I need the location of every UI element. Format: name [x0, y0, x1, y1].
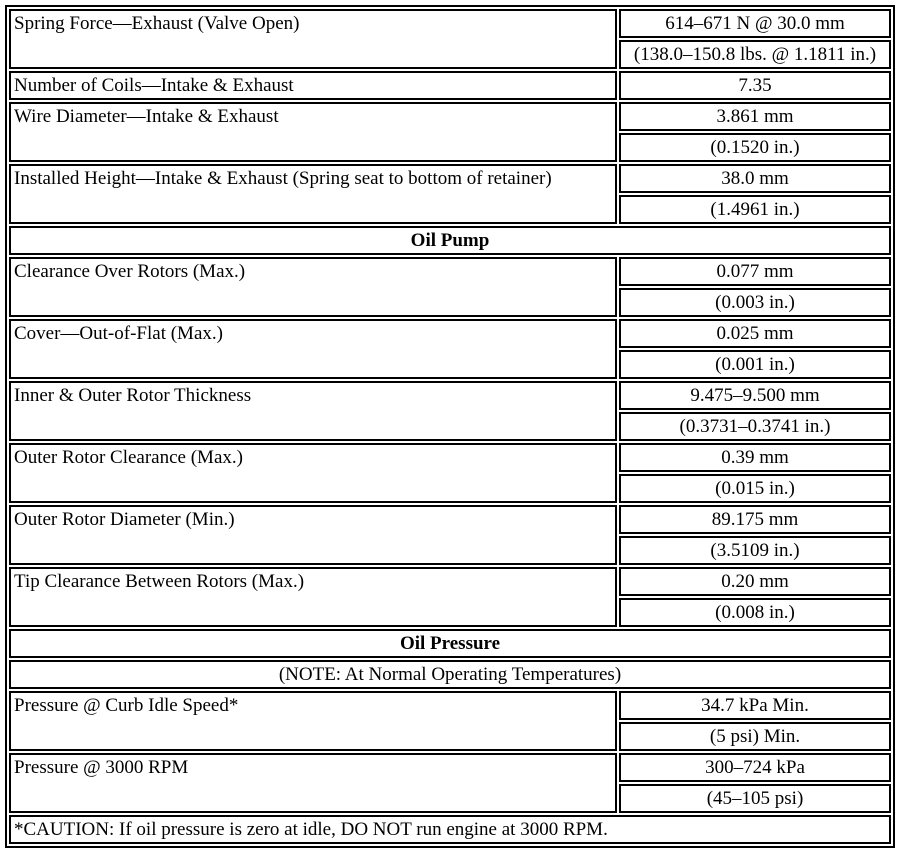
spec-value-imperial: (0.3731–0.3741 in.) [619, 412, 891, 441]
section-header: Oil Pump [9, 226, 891, 255]
spec-value-metric: 0.025 mm [619, 319, 891, 348]
spec-value-metric: 300–724 kPa [619, 753, 891, 782]
table-row [9, 102, 891, 131]
table-row [9, 164, 891, 193]
table-row [9, 381, 891, 410]
table-row [9, 567, 891, 596]
spec-value-imperial: (3.5109 in.) [619, 536, 891, 565]
spec-label: Outer Rotor Diameter (Min.) [9, 505, 617, 565]
spec-value-imperial: (0.001 in.) [619, 350, 891, 379]
spec-label: Number of Coils—Intake & Exhaust [9, 71, 617, 100]
caution-note: *CAUTION: If oil pressure is zero at idle, DO NOT run engine at 3000 RPM. [9, 815, 891, 844]
spec-value-imperial: (5 psi) Min. [619, 722, 891, 751]
spec-value-metric: 0.077 mm [619, 257, 891, 286]
spec-value-imperial: (45–105 psi) [619, 784, 891, 813]
spec-label: Inner & Outer Rotor Thickness [9, 381, 617, 441]
spec-label: Wire Diameter—Intake & Exhaust [9, 102, 617, 162]
spec-value-metric: 38.0 mm [619, 164, 891, 193]
spec-value-imperial: (138.0–150.8 lbs. @ 1.1811 in.) [619, 40, 891, 69]
table-row [9, 443, 891, 472]
spec-value-imperial: (0.015 in.) [619, 474, 891, 503]
spec-value-metric: 89.175 mm [619, 505, 891, 534]
table-row [9, 9, 891, 38]
spec-value: 7.35 [619, 71, 891, 100]
spec-value-metric: 9.475–9.500 mm [619, 381, 891, 410]
spec-label: Cover—Out-of-Flat (Max.) [9, 319, 617, 379]
table-row [9, 753, 891, 782]
spec-value-metric: 3.861 mm [619, 102, 891, 131]
note-row: (NOTE: At Normal Operating Temperatures) [9, 660, 891, 689]
table-row [9, 71, 891, 100]
section-header-row [9, 629, 891, 658]
spec-value-imperial: (0.003 in.) [619, 288, 891, 317]
table-row [9, 257, 891, 286]
spec-label: Clearance Over Rotors (Max.) [9, 257, 617, 317]
table-row [9, 319, 891, 348]
spec-value-metric: 0.39 mm [619, 443, 891, 472]
section-header-row [9, 226, 891, 255]
spec-label: Outer Rotor Clearance (Max.) [9, 443, 617, 503]
table-row [9, 815, 891, 844]
spec-value-imperial: (1.4961 in.) [619, 195, 891, 224]
engine-spec-table [5, 5, 895, 848]
table-row [9, 660, 891, 689]
spec-label: Spring Force—Exhaust (Valve Open) [9, 9, 617, 69]
section-header: Oil Pressure [9, 629, 891, 658]
spec-label: Installed Height—Intake & Exhaust (Spring seat to bottom of retainer) [9, 164, 617, 224]
table-row [9, 691, 891, 720]
spec-table-body [9, 9, 891, 844]
table-row [9, 505, 891, 534]
spec-value-imperial: (0.1520 in.) [619, 133, 891, 162]
spec-label: Pressure @ 3000 RPM [9, 753, 617, 813]
spec-value-metric: 34.7 kPa Min. [619, 691, 891, 720]
spec-value-imperial: (0.008 in.) [619, 598, 891, 627]
spec-label: Pressure @ Curb Idle Speed* [9, 691, 617, 751]
spec-label: Tip Clearance Between Rotors (Max.) [9, 567, 617, 627]
spec-value-metric: 0.20 mm [619, 567, 891, 596]
spec-value-metric: 614–671 N @ 30.0 mm [619, 9, 891, 38]
